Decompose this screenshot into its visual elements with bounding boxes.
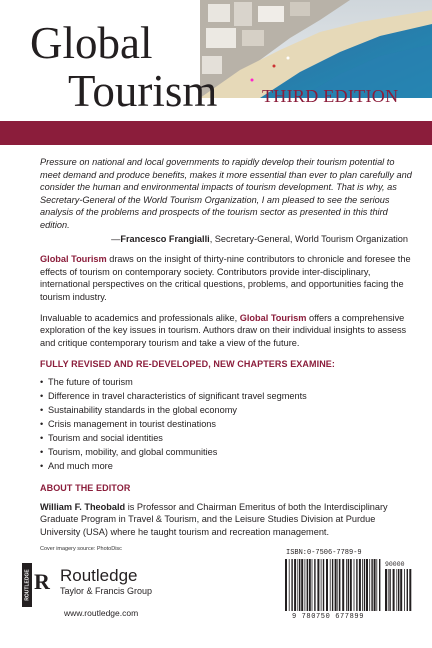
list-item: • The future of tourism: [40, 376, 133, 387]
editor-bio: [40, 501, 412, 539]
list-item: • Crisis management in tourist destinations: [40, 418, 217, 429]
publisher-name: Routledge: [60, 566, 138, 585]
bullet-icon: •: [40, 460, 44, 471]
list-item: • Difference in travel characteristics of significant travel segments: [40, 390, 307, 401]
logo-vertical-text: ROUTLEDGE: [24, 569, 31, 601]
bullet-icon: •: [40, 404, 44, 415]
attribution-dash: —: [111, 233, 121, 244]
barcode-number: 9 780750 677899: [292, 613, 365, 621]
attribution-role: , Secretary-General, World Tourism Organization: [209, 233, 408, 244]
bullet-icon: •: [40, 390, 44, 401]
bullet-icon: •: [40, 376, 44, 387]
barcode-icon: [284, 559, 382, 613]
editor-bio-text: is Professor and Chairman Emeritus of both the Interdisciplinary Graduate Program in Travel & Tourism, and the Leisure Studies Division at Purdue University (USA) where he taught tourism and recreation management.: [40, 501, 388, 537]
book-name-highlight: Global Tourism: [239, 312, 307, 323]
edition-label: THIRD EDITION: [262, 86, 399, 106]
chapters-heading: FULLY REVISED AND RE-DEVELOPED, NEW CHAPTERS EXAMINE:: [40, 359, 336, 370]
description-text-2b: offers a comprehensive exploration of the key issues in tourism. Authors draw on their individual insights to assess and critique contemporary tourism and take a view of the future.: [40, 312, 407, 348]
book-title-line-2: Tourism: [68, 66, 218, 116]
publisher-group: Taylor & Francis Group: [60, 586, 153, 596]
back-cover-content: [40, 156, 412, 556]
bullet-icon: •: [40, 446, 44, 457]
quote-attribution: [40, 233, 412, 246]
price-barcode-icon: [384, 569, 412, 613]
description-text-1: draws on the insight of thirty-nine contributors to chronicle and foresee the effects of tourism on contemporary society. Contributors provide inter-disciplinary, international perspectives on the critical questions, problems, and opportunities facing the tourism industry.: [40, 254, 411, 302]
book-name-highlight: Global Tourism: [40, 254, 107, 265]
bullet-icon: •: [40, 418, 44, 429]
list-item: • Tourism, mobility, and global communities: [40, 446, 218, 457]
price-code: 90000: [385, 561, 405, 568]
endorsement-quote: Pressure on national and local governments to rapidly develop their tourism potential to meet demand and produce benefits, makes it more essential than ever to plan carefully and consider the human and environmental impacts of tourism development. That is why, as Secretary-General of the World Tourism Organization, I am pleased to see the serious analysis of the problems and prospects of the tourism sector as presented in this third edition.: [40, 157, 412, 230]
editor-heading: ABOUT THE EDITOR: [40, 482, 131, 493]
routledge-logo-icon: [22, 563, 52, 607]
editor-name: William F. Theobald: [40, 501, 126, 512]
bullet-icon: •: [40, 432, 44, 443]
list-item: • Tourism and social identities: [40, 432, 163, 443]
book-title-line-1: Global: [30, 18, 153, 68]
description-paragraph-1: [40, 253, 412, 303]
isbn-barcode: [284, 549, 414, 625]
list-item: • And much more: [40, 460, 113, 471]
logo-letter: R: [34, 569, 50, 594]
image-credit: Cover imagery source: PhotoDisc: [40, 546, 122, 553]
accent-band: [0, 121, 432, 145]
cover-photo-beach: [200, 0, 432, 98]
description-text-2a: Invaluable to academics and professionals alike,: [40, 312, 240, 323]
description-paragraph-2: [40, 312, 412, 350]
publisher-url[interactable]: www.routledge.com: [64, 608, 139, 618]
attribution-name: Francesco Frangialli: [120, 233, 210, 244]
list-item: • Sustainability standards in the global economy: [40, 404, 237, 415]
chapters-list: [40, 375, 412, 473]
isbn-label: ISBN:0-7506-7789-9: [286, 549, 362, 557]
